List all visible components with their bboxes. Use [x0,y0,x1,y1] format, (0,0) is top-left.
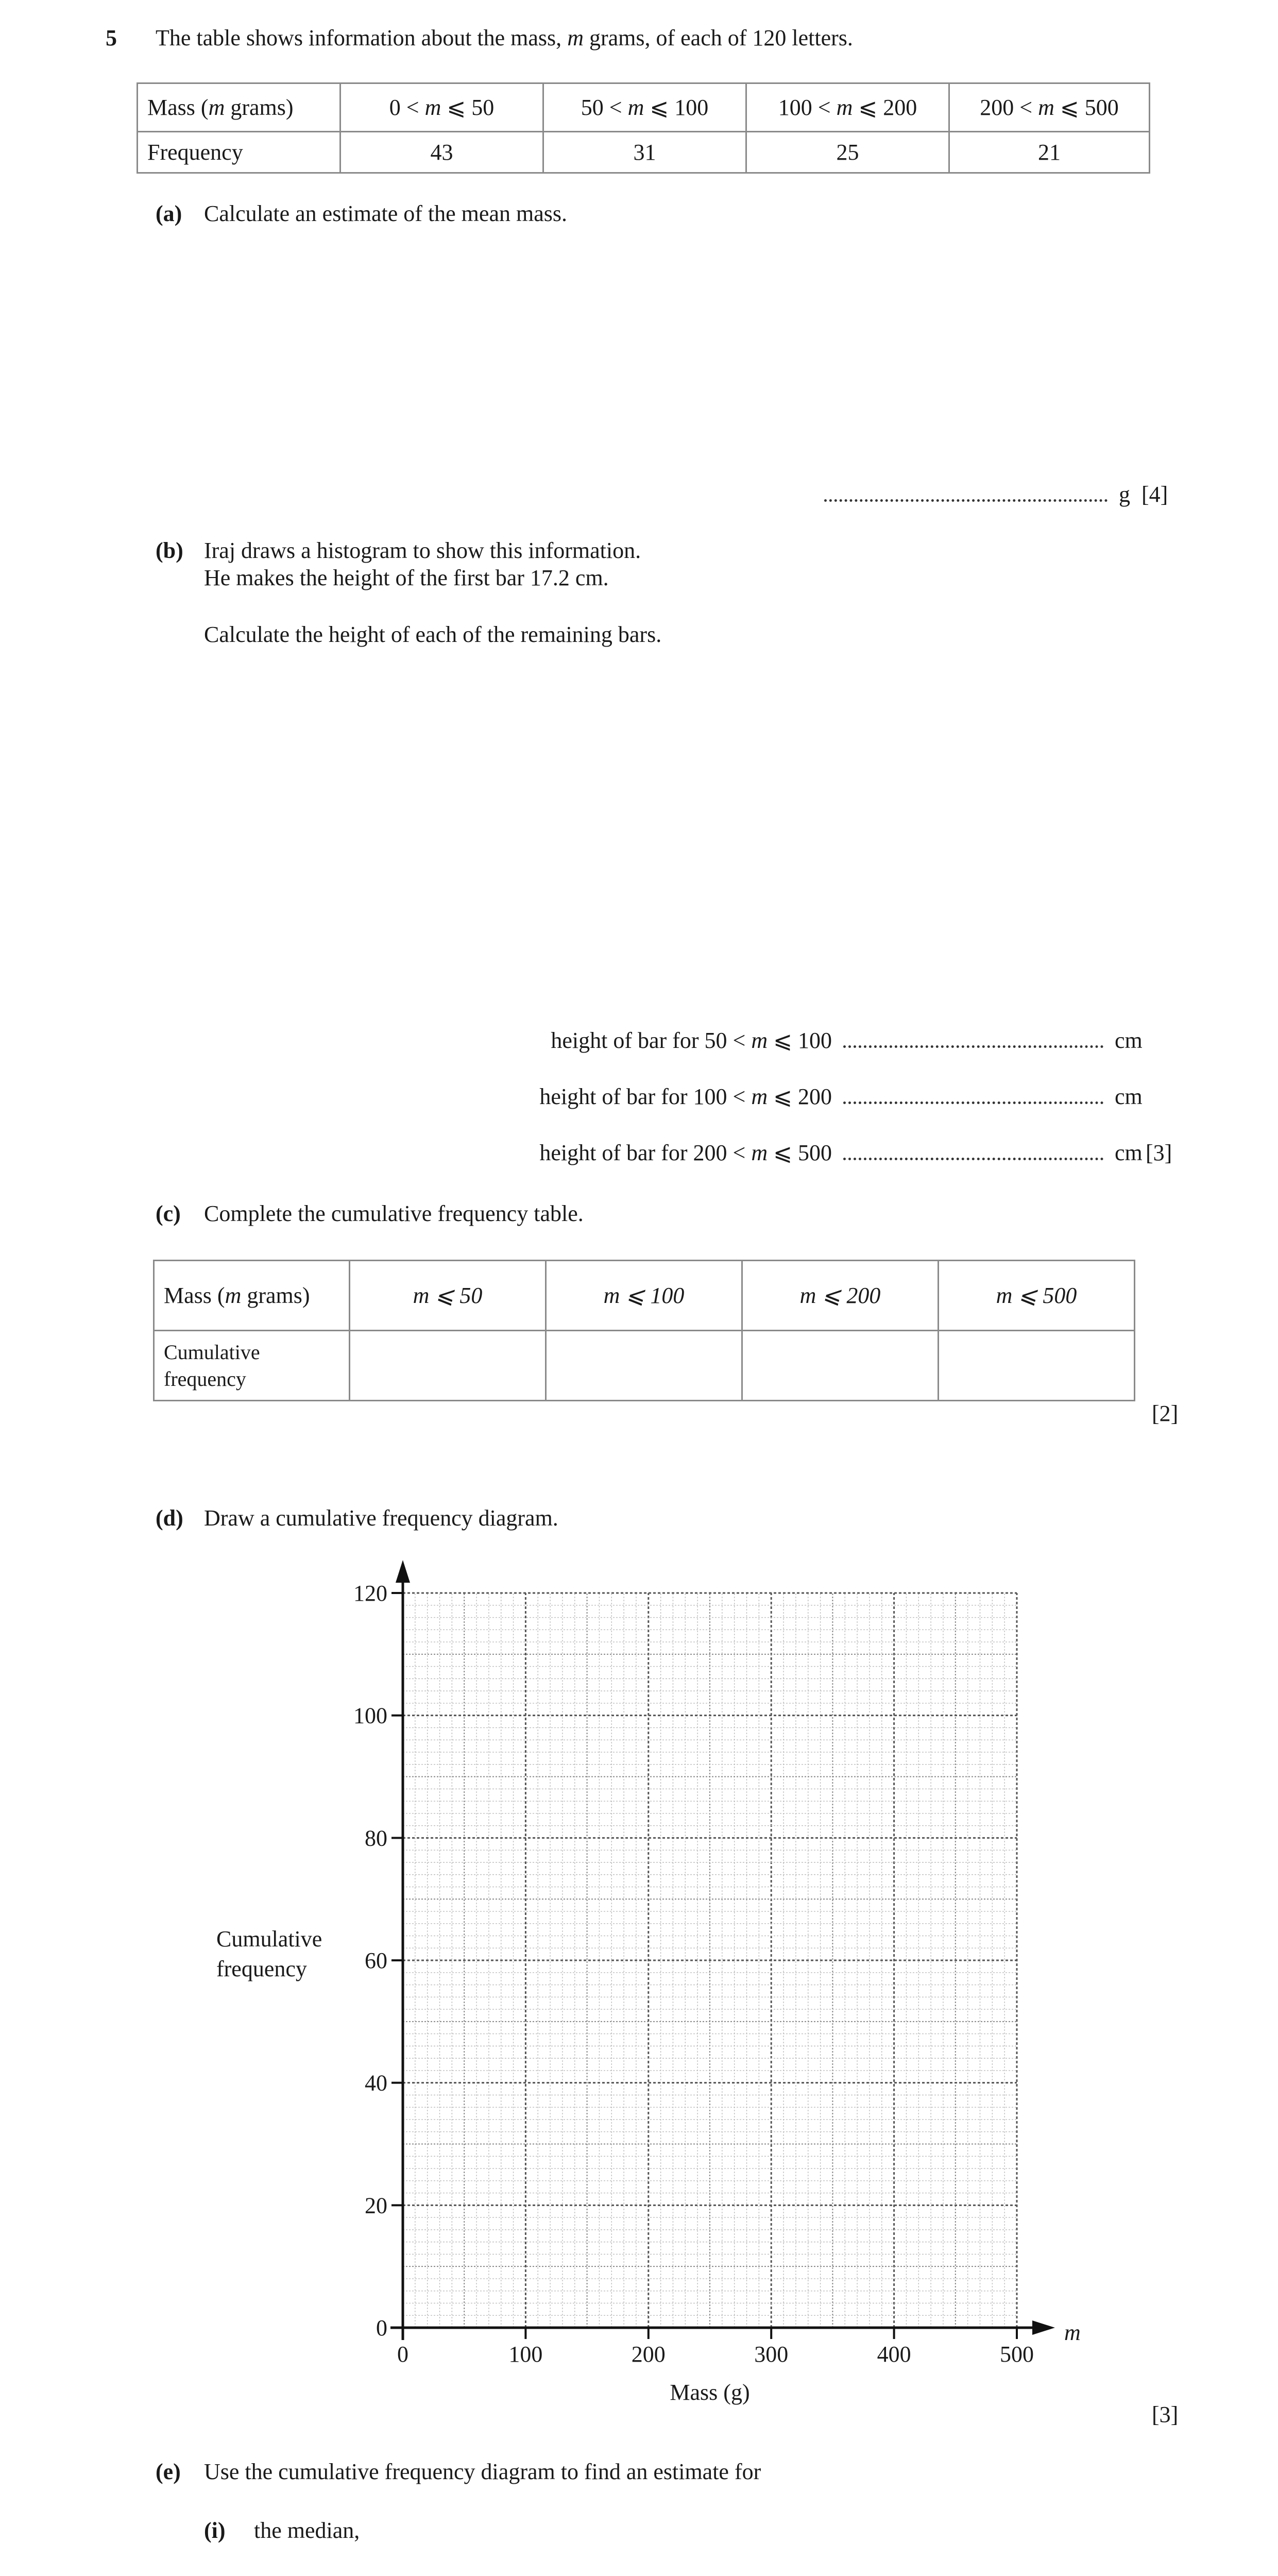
x-tick-label: 400 [877,2342,911,2367]
x-tick-label: 100 [508,2342,543,2367]
mass-header-cell: Mass (m grams) [154,1261,350,1331]
y-tick-label: 120 [353,1581,387,1606]
cf-label-line2: frequency [164,1367,246,1391]
unit: cm [1115,1028,1143,1053]
y-tick-label: 40 [365,2070,387,2096]
x-tick-label: 200 [631,2342,666,2367]
part-b-answer-1: height of bar for 50 < m ⩽ 100 cm [551,1029,1177,1052]
question-number: 5 [106,25,117,50]
cf-header-cell: m ⩽ 200 [742,1261,939,1331]
unit: g [1119,482,1130,507]
x-tick-label: 0 [397,2342,408,2367]
answer-line[interactable] [824,499,1107,502]
answer-line[interactable] [843,1101,1103,1104]
part-d-text: Draw a cumulative frequency diagram. [204,1505,558,1531]
part-b-line2: He makes the height of the first bar 17.2 cm. [204,565,609,590]
y-tick-label: 20 [365,2193,387,2218]
cf-answer-cell[interactable] [939,1331,1135,1401]
cf-label-line1: Cumulative [164,1340,260,1364]
y-tick-label: 0 [376,2315,387,2341]
part-a-answer [824,483,1168,506]
cf-header-cell: m ⩽ 50 [350,1261,546,1331]
y-tick-label: 100 [353,1703,387,1728]
class-cell: 50 < m ⩽ 100 [543,83,746,132]
part-e-i-label: (i) [204,2518,226,2543]
cf-header-cell: m ⩽ 100 [546,1261,742,1331]
frequency-cell: 25 [746,132,949,173]
part-d-marks: [3] [1152,2402,1179,2427]
unit: cm [1115,1084,1143,1109]
part-b-answer-3: height of bar for 200 < m ⩽ 500 cm [3] [539,1142,1177,1164]
part-e-label: (e) [156,2459,181,2484]
part-e-i-text: the median, [254,2518,360,2543]
y-tick-label: 80 [365,1825,387,1851]
x-axis-title: Mass (g) [670,2380,750,2405]
part-b-line1: Iraj draws a histogram to show this information. [204,538,641,563]
frequency-header-cell: Frequency [138,132,340,173]
part-b-line3: Calculate the height of each of the remaining bars. [204,622,662,647]
x-tick-label: 500 [1000,2342,1034,2367]
class-cell: 0 < m ⩽ 50 [340,83,543,132]
marks: [3] [1146,1140,1172,1165]
frequency-cell: 21 [949,132,1150,173]
frequency-cell: 31 [543,132,746,173]
y-axis-title-line: frequency [216,1956,307,1981]
answer-line[interactable] [843,1045,1103,1048]
mass-header-cell: Mass (m grams) [138,83,340,132]
question-stem: The table shows information about the mass, m grams, of each of 120 letters. [156,25,853,50]
part-e-text: Use the cumulative frequency diagram to find an estimate for [204,2459,761,2484]
answer-line[interactable] [843,1158,1103,1160]
part-a-text: Calculate an estimate of the mean mass. [204,201,567,226]
class-cell: 100 < m ⩽ 200 [746,83,949,132]
frequency-cell: 43 [340,132,543,173]
cf-row-label [154,1331,350,1401]
x-axis-arrow-icon [1032,2320,1055,2335]
part-c-marks: [2] [1152,1401,1179,1426]
part-a-label: (a) [156,201,182,226]
part-d-label: (d) [156,1505,183,1531]
part-c-label: (c) [156,1201,181,1226]
marks: [4] [1141,482,1168,507]
answer-prefix: height of bar for [539,1084,693,1109]
answer-prefix: height of bar for [539,1140,693,1165]
y-axis-arrow-icon [396,1560,410,1583]
y-axis-title-line: Cumulative [216,1926,322,1952]
unit: cm [1115,1140,1143,1165]
x-tick-label: 300 [754,2342,789,2367]
cf-answer-cell[interactable] [742,1331,939,1401]
cf-answer-cell[interactable] [350,1331,546,1401]
frequency-table [137,82,1150,174]
cf-header-cell: m ⩽ 500 [939,1261,1135,1331]
part-b-label: (b) [156,538,183,563]
x-axis-variable: m [1064,2320,1081,2345]
cumulative-frequency-graph[interactable] [196,1546,1082,2411]
answer-prefix: height of bar for [551,1028,705,1053]
class-cell: 200 < m ⩽ 500 [949,83,1150,132]
cumulative-frequency-table [153,1260,1135,1401]
cf-answer-cell[interactable] [546,1331,742,1401]
y-tick-label: 60 [365,1948,387,1973]
part-b-answer-2: height of bar for 100 < m ⩽ 200 cm [539,1086,1177,1108]
part-c-text: Complete the cumulative frequency table. [204,1201,584,1226]
